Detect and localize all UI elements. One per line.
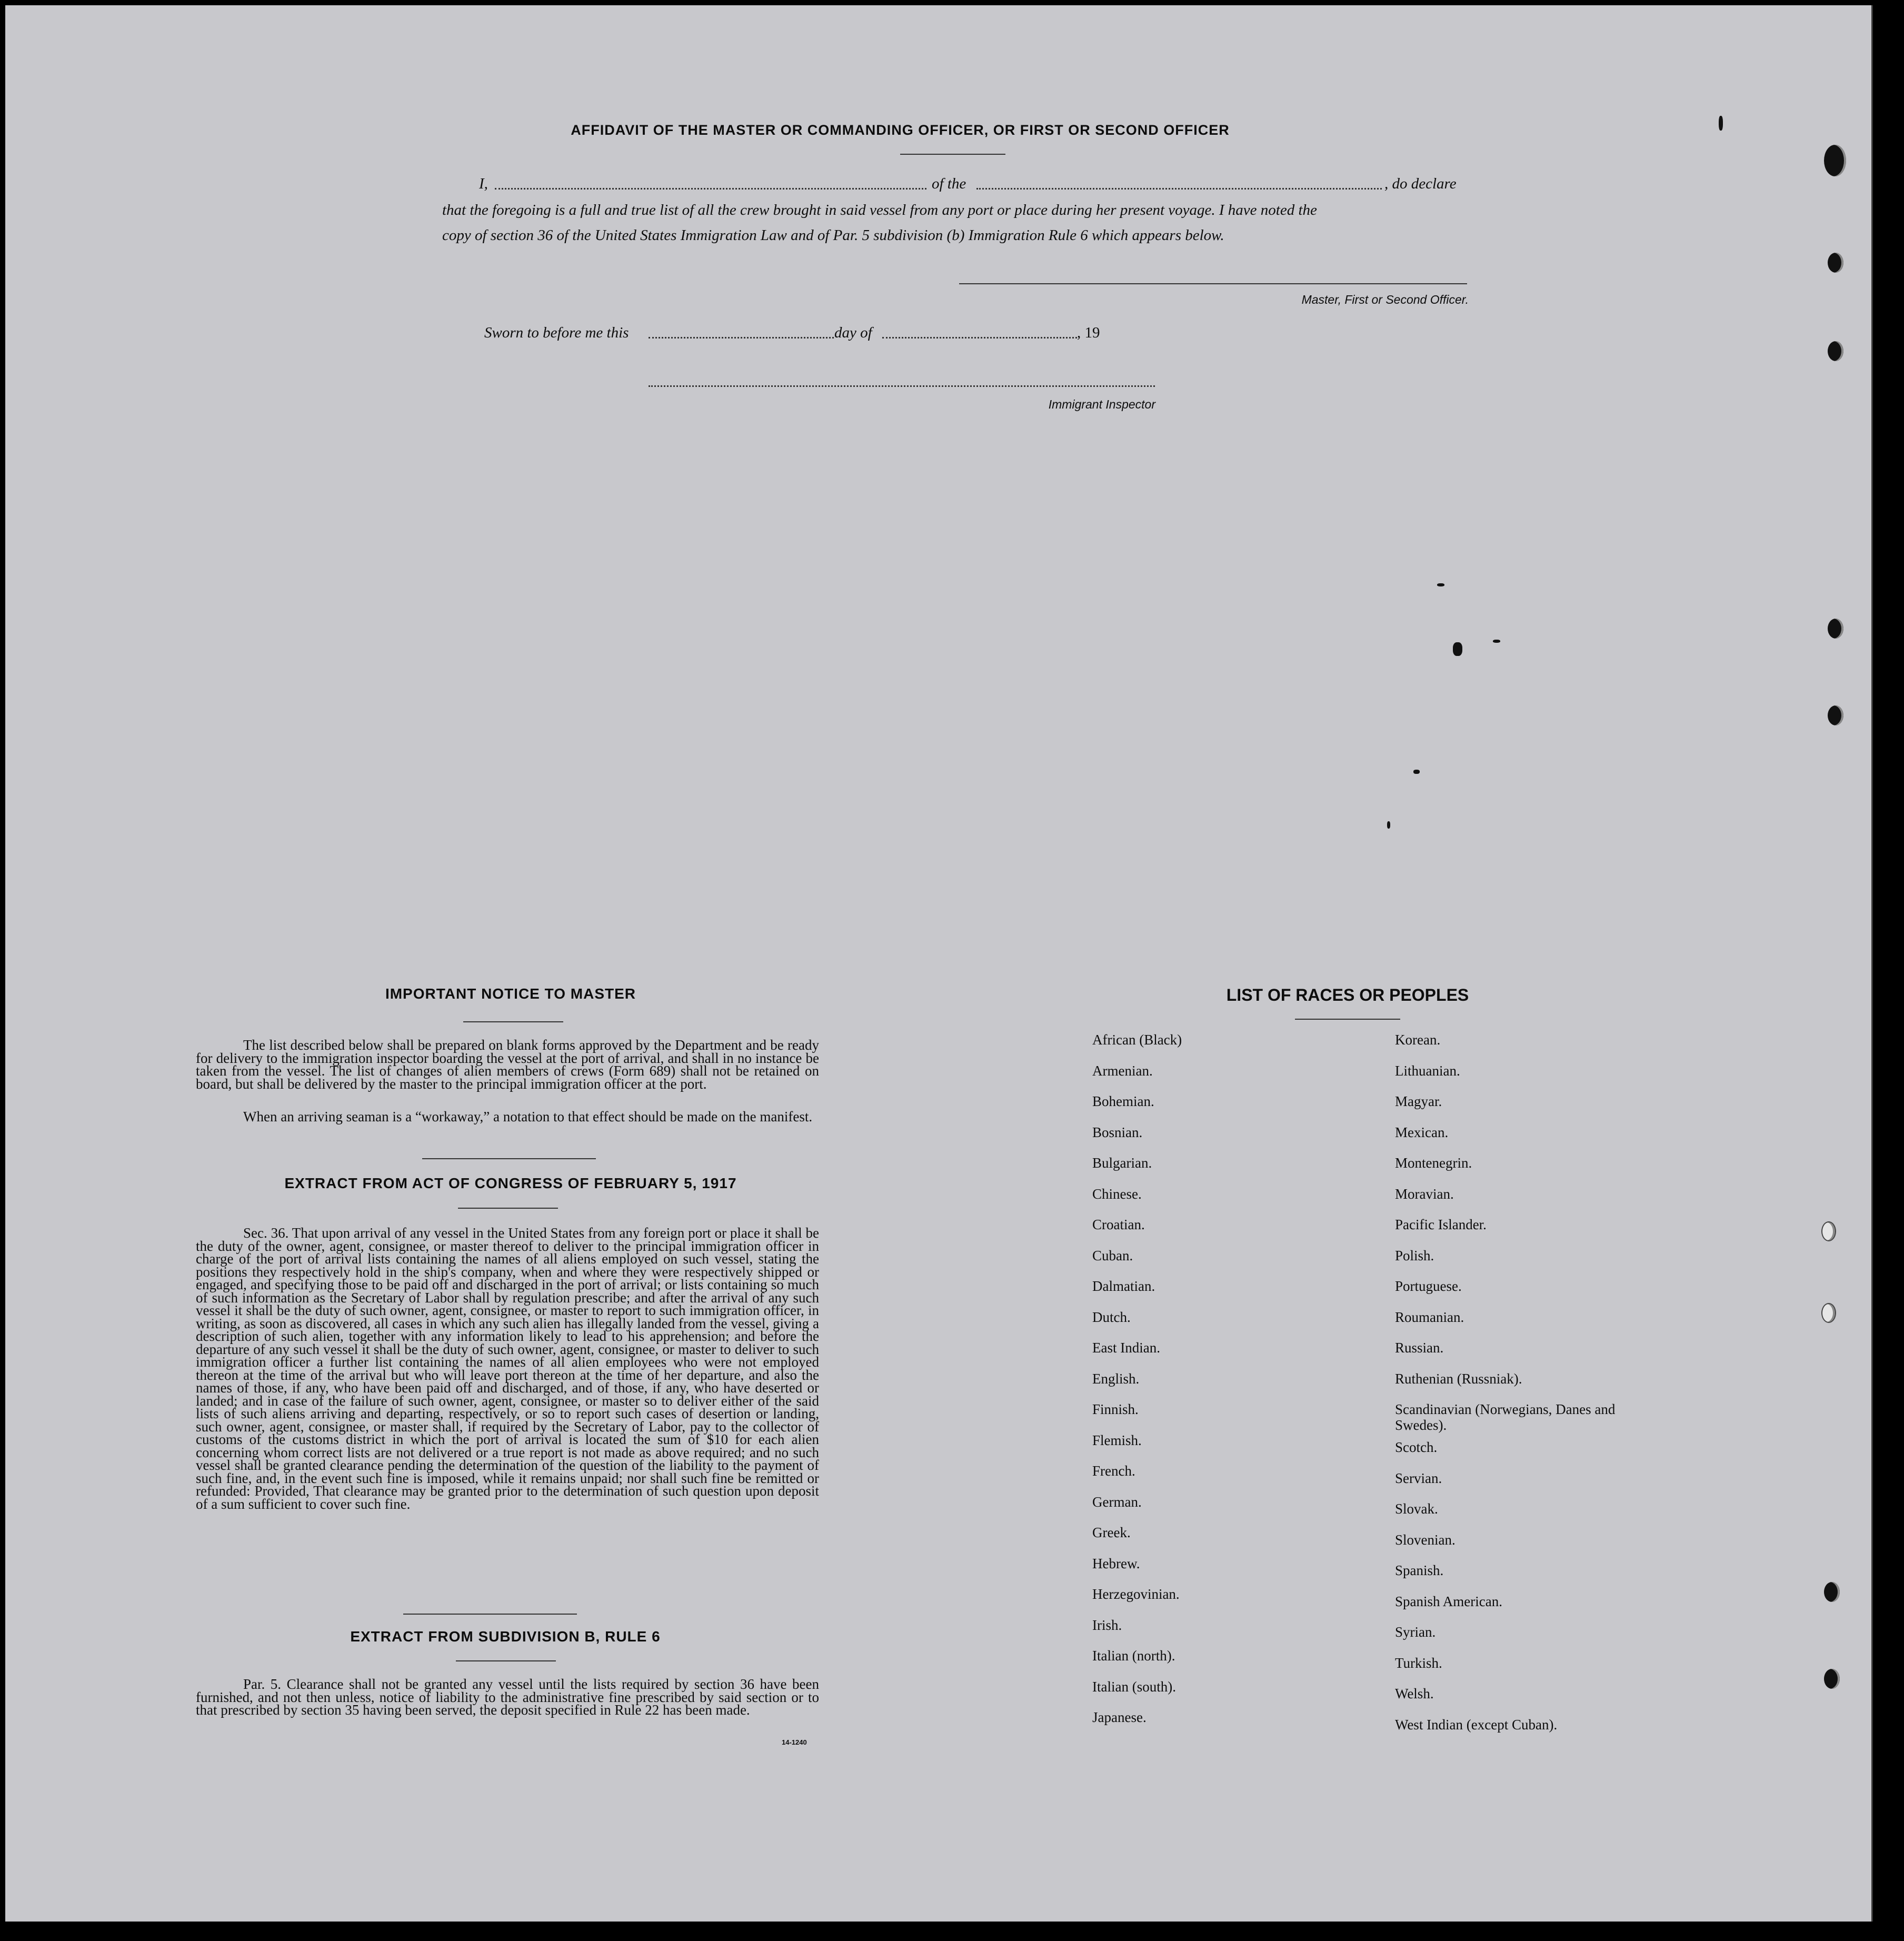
act-text: Sec. 36. That upon arrival of any vessel in the United States from any foreign port or place it shall be the duty of the owner, agent, consignee, or master thereof to deliver to the principal immigration officer in charge of the port of arrival lists containing the names of all aliens employed on such vessel, stating the positions they respectively hold in the ship's company, when and where they were respectively shipped or engaged, and specifying those to be paid off and discharged in the port of arrival; or lists containing so much of such information as the Secretary of Labor shall by regulation prescribe; and after the arrival of any such vessel it shall be the duty of such owner, agent, consignee, or master to report to such immigration officer, in writing, as soon as discovered, all cases in which any such alien has illegally landed from the vessel, giving a description of such alien, together with any information likely to lead to his apprehension; and before the departure of any such vessel it shall be the duty of such owner, agent, consignee, or master to deliver to such immigration officer a further list containing the names of all alien employees who were not employed thereon at the time of the arrival but who will leave port thereon at the time of her departure, and also the names of those, if any, who have been paid off and discharged, and of those, if any, who have deserted or landed; and in case of the failure of such owner, agent, consignee, or master so to deliver either of the said lists of such aliens arriving and departing, respectively, or so to report such cases of desertion or landing, such owner, agent, consignee, or master shall, if required by the Secretary of Labor, pay to the collector of customs of the customs district in which the port of arrival is located the sum of $10 for each alien concerning whom correct lists are not delivered or a true report is not made as above required; and no such vessel shall be granted clearance pending the determination of the question of the liability to the payment of such fine, and, in the event such fine is imposed, while it remains unpaid; nor shall such fine be remitted or refunded: Provided, That clearance may be granted prior to the determination of such question upon deposit of a sum sufficient to cover such fine. [196,1225,819,1512]
race-item: Chinese. [1092,1186,1142,1202]
rule-title: EXTRACT FROM SUBDIVISION B, RULE 6 [350,1628,661,1645]
signature-line[interactable] [959,283,1467,284]
race-item: Scandinavian (Norwegians, Danes and Swedes). [1395,1401,1616,1433]
race-item: Roumanian. [1395,1309,1464,1325]
name-line[interactable] [495,176,926,190]
race-item: East Indian. [1092,1340,1160,1356]
race-item: Korean. [1395,1032,1441,1048]
race-item: Portuguese. [1395,1278,1462,1294]
document-page [5,5,1873,1922]
affidavit-of-the-label: of the [932,175,966,192]
race-item: Montenegrin. [1395,1155,1472,1171]
race-item: African (Black) [1092,1032,1182,1048]
affidavit-line-2: that the foregoing is a full and true list of all the crew brought in said vessel from any port or place during her present voyage. I have noted the [442,202,1317,218]
notice-divider [422,1158,596,1159]
act-title: EXTRACT FROM ACT OF CONGRESS OF FEBRUARY 5, 1917 [284,1175,737,1191]
race-item: Spanish American. [1395,1593,1502,1609]
title-underline [900,154,1005,155]
race-item: Mexican. [1395,1124,1449,1140]
day-line[interactable] [649,325,834,339]
form-number: 14-1240 [782,1738,807,1746]
rule-text: Par. 5. Clearance shall not be granted any vessel until the lists required by section 36 have been furnished, and not then unless, notice of liability to the administrative fine prescribed by said section or to that prescribed by section 35 having been served, the deposit specified in Rule 22 has been made. [196,1676,819,1718]
race-item: Spanish. [1395,1562,1444,1578]
notice-title: IMPORTANT NOTICE TO MASTER [385,986,636,1002]
races-title: LIST OF RACES OR PEOPLES [1226,986,1469,1004]
affidavit-i-label: I, [479,175,488,192]
binder-hole [1828,253,1843,273]
act-underline [458,1208,558,1209]
affidavit-line-3: copy of section 36 of the United States Immigration Law and of Par. 5 subdivision (b) Immigration Rule 6 which appears below. [442,227,1224,244]
race-item: English. [1092,1370,1140,1387]
race-item: Moravian. [1395,1186,1454,1202]
act-divider [403,1614,577,1615]
race-item: Croatian. [1092,1217,1145,1232]
day-of-label: day of [834,324,872,341]
race-item: Hebrew. [1092,1555,1140,1571]
ink-speck [1719,116,1723,131]
race-item: Finnish. [1092,1401,1139,1417]
race-item: Japanese. [1092,1709,1147,1725]
race-item: Slovenian. [1395,1531,1456,1548]
affidavit-declare-label: , do declare [1384,175,1457,192]
races-underline [1295,1019,1400,1020]
ink-speck [1387,821,1390,829]
notice-paragraph-1: The list described below shall be prepared on blank forms approved by the Department and be ready for delivery to the immigration inspector boarding the vessel at the port of arrival, and shall in no instance be taken from the vessel. The list of changes of alien members of crews (Form 689) shall not be retained on board, but shall be delivered by the master to the principal immigration officer at the port. [196,1037,819,1092]
race-item: Russian. [1395,1340,1444,1356]
binder-hole [1824,1669,1840,1689]
race-item: Magyar. [1395,1093,1442,1109]
race-item: Turkish. [1395,1655,1442,1671]
race-item: Greek. [1092,1525,1131,1540]
signature-label: Master, First or Second Officer. [1301,293,1469,306]
race-item: Cuban. [1092,1247,1133,1263]
race-item: Italian (north). [1092,1648,1175,1664]
ink-speck [1493,640,1500,643]
race-item: Welsh. [1395,1686,1434,1701]
binder-hole [1828,619,1843,639]
race-item: Armenian. [1092,1062,1153,1079]
race-item: Bulgarian. [1092,1155,1152,1171]
binder-hole [1828,705,1843,725]
sworn-label: Sworn to before me this [484,324,629,341]
inspector-label: Immigrant Inspector [1048,397,1155,411]
race-item: Bosnian. [1092,1124,1143,1140]
race-item: Servian. [1395,1470,1442,1486]
binder-hole [1824,145,1846,176]
vessel-line[interactable] [976,176,1382,190]
race-item: German. [1092,1494,1142,1510]
race-item: Herzegovinian. [1092,1586,1180,1602]
ink-speck [1453,642,1462,656]
race-item: Pacific Islander. [1395,1217,1487,1232]
race-item: Syrian. [1395,1624,1436,1640]
races-right-column [1395,1032,1669,1747]
race-item: Scotch. [1395,1439,1438,1455]
race-item: French. [1092,1463,1135,1479]
affidavit-title: AFFIDAVIT OF THE MASTER OR COMMANDING OFFICER, OR FIRST OR SECOND OFFICER [571,122,1230,138]
binder-hole [1824,1582,1840,1602]
ink-speck [1437,583,1444,586]
races-left-column [1092,1032,1366,1740]
inspector-line[interactable] [649,374,1155,387]
race-item: Bohemian. [1092,1093,1154,1109]
ink-speck [1413,770,1420,774]
rule-underline [456,1660,556,1661]
race-item: Lithuanian. [1395,1062,1460,1079]
binder-hole [1821,1303,1836,1323]
year-prefix: , 19 [1077,324,1100,341]
race-item: Flemish. [1092,1432,1142,1448]
notice-paragraph-2: When an arriving seaman is a “workaway,” a notation to that effect should be made on the manifest. [243,1109,813,1124]
race-item: Irish. [1092,1617,1122,1633]
race-item: West Indian (except Cuban). [1395,1716,1558,1733]
race-item: Polish. [1395,1247,1434,1263]
month-line[interactable] [882,325,1077,339]
binder-hole [1828,341,1843,361]
binder-hole [1821,1221,1836,1241]
notice-underline [463,1021,563,1022]
race-item: Italian (south). [1092,1678,1176,1695]
race-item: Dutch. [1092,1309,1131,1325]
race-item: Dalmatian. [1092,1278,1155,1294]
race-item: Ruthenian (Russniak). [1395,1370,1522,1387]
race-item: Slovak. [1395,1501,1438,1517]
